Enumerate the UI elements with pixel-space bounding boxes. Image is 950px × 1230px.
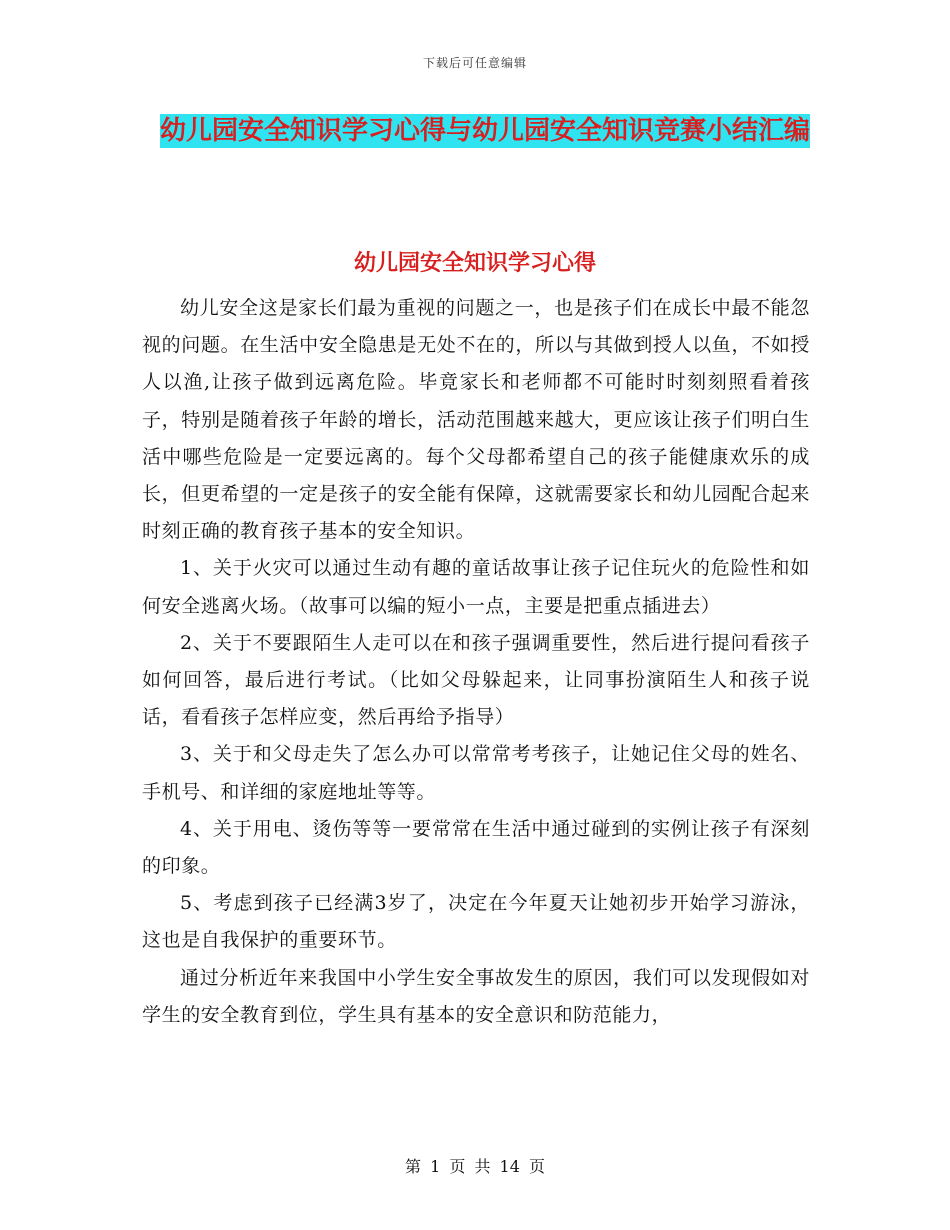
page-footer: 第 1 页 共 14 页 bbox=[405, 1157, 545, 1176]
paragraph: 幼儿安全这是家长们最为重视的问题之一，也是孩子们在成长中最不能忽视的问题。在生活中安全隐患是无处不在的，所以与其做到授人以鱼，不如授人以渔,让孩子做到远离危险。毕竟家长和老师都不可能时时刻刻照看着孩子，特别是随着孩子年龄的增长，活动范围越来越大，更应该让孩子们明白生活中哪些危险是一定要远离的。每个父母都希望自己的孩子能健康欢乐的成长，但更希望的一定是孩子的安全能有保障，这就需要家长和幼儿园配合起来时刻正确的教育孩子基本的安全知识。 bbox=[142, 297, 810, 543]
paragraph: 通过分析近年来我国中小学生安全事故发生的原因，我们可以发现假如对学生的安全教育到位，学生具有基本的安全意识和防范能力， bbox=[142, 966, 810, 1026]
document-title bbox=[145, 108, 825, 154]
paragraph: 1、关于火灾可以通过生动有趣的童话故事让孩子记住玩火的危险性和如何安全逃离火场。（故事可以编的短小一点，主要是把重点插进去） bbox=[142, 557, 810, 617]
section-heading: 幼儿园安全知识学习心得 bbox=[353, 251, 596, 276]
document-body bbox=[142, 290, 810, 1034]
paragraph: 2、关于不要跟陌生人走可以在和孩子强调重要性，然后进行提问看孩子如何回答，最后进行考试。（比如父母躲起来，让同事扮演陌生人和孩子说话，看看孩子怎样应变，然后再给予指导） bbox=[142, 631, 810, 729]
document-title-text: 幼儿园安全知识学习心得与幼儿园安全知识竞赛小结汇编 bbox=[159, 116, 810, 146]
paragraph: 3、关于和父母走失了怎么办可以常常考考孩子，让她记住父母的姓名、手机号、和详细的家庭地址等等。 bbox=[142, 743, 810, 803]
paragraph: 4、关于用电、烫伤等等一要常常在生活中通过碰到的实例让孩子有深刻的印象。 bbox=[142, 817, 810, 878]
paragraph: 5、考虑到孩子已经满3岁了，决定在今年夏天让她初步开始学习游泳，这也是自我保护的重要环节。 bbox=[142, 892, 810, 952]
header-note: 下载后可任意编辑 bbox=[422, 56, 527, 70]
